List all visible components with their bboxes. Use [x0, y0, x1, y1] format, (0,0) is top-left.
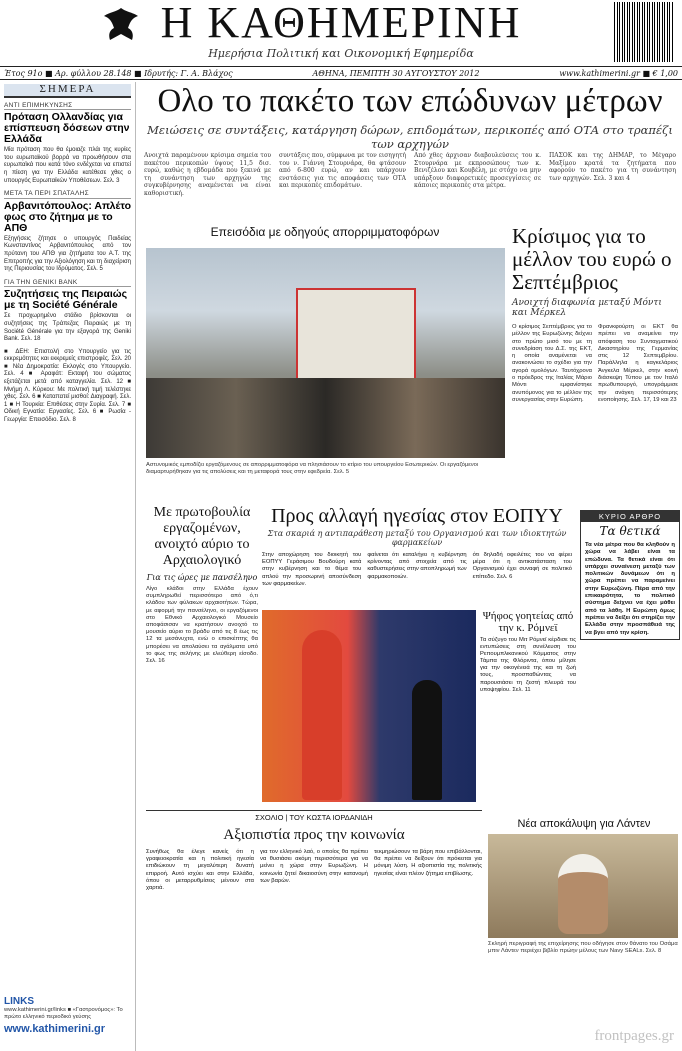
- laden-photo[interactable]: [488, 834, 678, 938]
- euro-deck: Ανοιχτή διαφωνία μεταξύ Μόντι και Μέρκελ: [512, 298, 662, 318]
- photo-headline[interactable]: Επεισόδια με οδηγούς απορριμματοφόρων: [210, 225, 440, 239]
- euro-headline[interactable]: Κρίσιμος για το μέλλον του ευρώ ο Σεπτέμβριος: [512, 224, 672, 294]
- laden-headline[interactable]: Νέα αποκάλυψη για Λάντεν: [517, 818, 651, 830]
- eopyy-col: ότι δηλαδή οφειλέτες του να φέρει μέρα ότι η αντικατάσταση του Οργανισμού έχει συναφή σε πολιτικό επίπεδο. Σελ. 6: [472, 552, 572, 580]
- sidebar-text: Εξηγήσεις ζήτησε ο υπουργός Παιδείας Κωνσταντίνος Αρβανιτόπουλος από τον πρύτανη του ΑΠΘ για ζητήματα του Α.Τ. της Επιτροπής για την Αξιολόγηση και τη διαχείριση της Περιουσίας του Ιδρύματος. Σελ. 5: [4, 235, 131, 273]
- crowd-shape: [146, 378, 505, 458]
- comment-story: [146, 810, 482, 892]
- eopyy-col: φαίνεται ότι καταλήγει η κυβέρνηση κρίνοντας από στοιχεία από τις καθυστερήσεις στην αποπληρωμή των φαρμακοποιών.: [367, 552, 467, 580]
- lead-body: [144, 152, 676, 222]
- lead-col: ΠΑΣΟΚ και της ΔΗΜΑΡ, το Μέγαρο Μαξίμου κρατά τα ζητήματα που αφορούν το πακέτο για τη συνάντηση των αρχηγών. Σελ. 3 και 4: [549, 152, 676, 182]
- sidebar-item[interactable]: [4, 349, 131, 425]
- lead-story: [140, 82, 680, 151]
- romney-story: [480, 610, 576, 694]
- romney-photo[interactable]: [262, 610, 476, 802]
- romney-text: Τα σύζυγο του Μιτ Ρόμνεϊ κέρδισε τις εντυπώσεις στη συνέλευση του Ρεπουμπλικανικού Κόμματος στην Τάμπα της Φλόριντα, όπου μίλησε για την οικογένειά της και τη ζωή τους, προσπαθώντας να παρουσιάσει τη ζεστή πλευρά του υποψηφίου. Σελ. 11: [480, 637, 576, 693]
- lead-col: Από χθες άρχισαν διαβουλεύσεις του κ. Στουρνάρα με εκπροσώπους των κ. Βενιζέλου και Κουβέλη, με στόχο να μην υπάρξουν διαφορετικές προσεγγίσεις σε κάποιες περικοπές στα μέτρα.: [414, 152, 541, 189]
- date-line: ΑΘΗΝΑ, ΠΕΜΠΤΗ 30 ΑΥΓΟΥΣΤΟΥ 2012: [312, 68, 480, 78]
- editorial-label: ΚΥΡΙΟ ΑΡΘΡΟ: [581, 511, 679, 522]
- euro-story: [512, 225, 678, 404]
- site-url-link[interactable]: www.kathimerini.gr: [4, 1023, 106, 1035]
- lead-col: συντάξεις που, σύμφωνα με τον εισηγητή του ν. Γιάννη Στουρνάρα, θα φτάσουν από 6-800 ευρώ, αν και υπάρχουν ενστάσεις για τις αποφάσεις των ΟΤΑ και περικοπές επιδομάτων.: [279, 152, 406, 189]
- newspaper-subtitle: Ημερήσια Πολιτική και Οικονομική Εφημερίδα: [208, 47, 474, 60]
- sidebar-text: Μία πρόταση που θα έμοιαζε πλάι της κυρίες του ευρωπαϊκού βορρά να προωθήσουν στα ευρωπαϊκά που κατά τόνο ενδέχεται να επιστεί η πίεση για την Ελλάδα κατέθεσε χθες ο υπουργός Ευρωπαϊκών Υποθέσεων. Σελ. 3: [4, 147, 131, 184]
- sidebar-kicker: ΑΝΤΙ ΕΠΙΜΗΚΥΝΣΗΣ: [4, 102, 131, 111]
- woman-figure-shape: [302, 630, 342, 800]
- barcode-icon: [614, 2, 674, 62]
- sidebar-header: ΣΗΜΕΡΑ: [4, 84, 131, 98]
- eopyy-col: Στην αποχώρηση του διοικητή του ΕΟΠΥΥ Γεράσιμου Βουδούρη κατά στην κυβέρνηση και το θέμα του απλού την προσωρινή αποσύνδεση των φαρμακείων.: [262, 552, 362, 587]
- archaeology-headline[interactable]: Με πρωτοβουλία εργαζομένων, ανοιχτό αύριο το Αρχαιολογικό: [153, 505, 251, 568]
- sidebar-text: Σε προχωρημένο στάδιο βρίσκονται οι συζητήσεις της Τράπεζας Πειραιώς με τη Société Générale για την εξαγορά της Geniki Bank. Σελ. 18: [4, 313, 131, 343]
- portrait-shape: [558, 854, 608, 934]
- issue-info: Έτος 91ο ■ Αρ. φύλλου 28.148 ■ Ιδρυτής: Γ. Α. Βλάχος: [4, 68, 233, 78]
- man-figure-shape: [412, 680, 442, 800]
- lead-deck: Μειώσεις σε συντάξεις, κατάργηση δώρων, επιδομάτων, περικοπές από ΟΤΑ στο τραπέζι των αρχηγών: [147, 123, 673, 151]
- sidebar-item[interactable]: [4, 279, 131, 344]
- watermark: frontpages.gr: [594, 1028, 674, 1044]
- editorial-box: [580, 510, 680, 640]
- romney-headline[interactable]: Ψήφος γοητείας από την κ. Ρόμνεϊ: [482, 610, 574, 634]
- editorial-headline[interactable]: Τα θετικά: [599, 524, 661, 538]
- sidebar-kicker: ΓΙΑ ΤΗΝ GENIKI BANK: [4, 279, 131, 288]
- newspaper-title[interactable]: Η ΚΑΘΗΜΕΡΙΝΗ: [160, 0, 522, 47]
- protest-caption: Αστυνομικός εμποδίζει εργαζόμενους σε απορριμματοφόρα να πλησιάσουν το κτίριο του υπουργείου Εσωτερικών. Οι εργαζόμενοι διαμαρτυρήθηκαν για τις απολύσεις και τη μεταφορά τους στην εφεδρεία. Σελ. 5: [146, 462, 479, 475]
- eopyy-deck: Στα σκαριά η αντιπαράθεση μεταξύ του Οργανισμού και των ιδιοκτητών φαρμακείων: [267, 529, 567, 547]
- eopyy-story: [262, 505, 572, 588]
- archaeology-story: [146, 505, 258, 665]
- euro-col: Ο κρίσιμος Σεπτέμβριος για το μέλλον της Ευρωζώνης δείχνει στο πρώτο μισό του με τη συνεδρίαση του Δ.Σ. της ΕΚΤ, η οποία αναμένεται να ανακοινώσει το σχέδιο για την αγορά ομολόγων. Ταυτόχρονα ο πρόεδρος της Ιταλίας Μάριο Μόντι εμφανίστηκε ανυπόμονος για το μέλλον της συνεργασίας στην Ευρώπη.: [512, 324, 592, 403]
- sidebar-headline[interactable]: Αρβανιτόπουλος: Απλέτο φως στο ζήτημα με το ΑΠΘ: [4, 199, 132, 234]
- links-label: LINKS: [4, 996, 34, 1007]
- comment-headline[interactable]: Αξιοπιστία προς την κοινωνία: [223, 827, 405, 843]
- masthead: [0, 0, 682, 66]
- comment-col: τεκμηριώσουν τα βάρη που επιβάλλονται, θα πρέπει να δείξουν ότι πρόκειται για μόνιμη λύση. Η αξιοπιστία της πολιτικής ηγεσίας είναι πλέον ζήτημα επιβίωσης.: [374, 849, 482, 877]
- lead-col: Ανοιχτά παραμένουν κρίσιμα σημεία του πακέτου περικοπών ύψους 11,5 δισ. ευρώ, καθώς η εβδομάδα που ξεκινά με τη συνάντηση των αρχηγών της συγκυβέρνησης αναμένεται να είναι καθοριστική.: [144, 152, 271, 197]
- protest-photo[interactable]: [146, 248, 505, 458]
- laden-caption: Σκληρή περιγραφή της επιχείρησης που οδήγησε στον θάνατο του Οσάμα μπιν Λάντεν περιέχει βιβλίο πρώην μέλους των Navy SEALs. Σελ. 8: [488, 941, 678, 954]
- comment-label: ΣΧΟΛΙΟ | ΤΟΥ ΚΩΣΤΑ ΙΟΡΔΑΝΙΔΗ: [255, 813, 373, 822]
- sidebar-kicker: ΜΕΤΑ ΤΑ ΠΕΡΙ ΣΠΑΤΑΛΗΣ: [4, 190, 131, 199]
- euro-col: Φρανκφούρτη οι ΕΚΤ θα πρέπει να αναμείνει την απόφαση του Συνταγματικού Δικαστηρίου της Γερμανίας στις 12 Σεπτεμβρίου. Παράλληλα η καγκελάριος Άνγκελα Μέρκελ, στην κοινή διάσκεψη Τύπου με τον Ιταλό πρωθυπουργό, υπογράμμισε την ανάγκη περισσότερης ενοποίησης. Σελ. 17, 19 και 23: [598, 324, 678, 403]
- comment-col: Συνήθως θα έλεγε κανείς ότι η γραφειοκρατία και η πολιτική ηγεσία επιδιώκουν τη μεγαλύτερη δυνατή επιρροή. Αυτό ισχύει και στην Ελλάδα, όπου οι μεταρρυθμίσεις μένουν στα χαρτιά.: [146, 849, 254, 892]
- laden-story: [488, 818, 680, 955]
- sidebar-item[interactable]: [4, 102, 131, 186]
- lead-headline[interactable]: Ολο το πακέτο των επώδυνων μέτρων: [157, 83, 663, 119]
- archaeology-text: Λίγο κλάδοι στην Ελλάδα έχουν συμπληρωθεί περισσότερο από ό,τι κλάδου των φύλακων αρχαιοτήτων. Τώρα, με αφορμή την πανσέληνο, οι εργαζόμενοι στο Εθνικό Αρχαιολογικό Μουσείο αποφάσισαν να κρατήσουν ανοιχτό το μουσείο αύριο το βράδυ από τις 8 έως τις 12 τα μεσάνυχτα, ενώ ο επισκέπτης θα μπορέσει να απολαύσει τα αγάλματα υπό το φως της σελήνης με ελεύθερη είσοδο. Σελ. 16: [146, 586, 258, 665]
- sidebar-item[interactable]: [4, 190, 131, 274]
- eopyy-headline[interactable]: Προς αλλαγή ηγεσίας στον ΕΟΠΥΥ: [271, 505, 563, 527]
- archaeology-deck: Για τις ώρες με πανσέληνο: [146, 573, 258, 582]
- sidebar-headline[interactable]: Πρόταση Ολλανδίας για επίσπευση δόσεων στην Ελλάδα: [4, 111, 130, 146]
- sidebar: [0, 82, 136, 1051]
- links-box: [4, 996, 134, 1035]
- links-text[interactable]: www.kathimerini.gr/links ■ «Γαστρονόμος»: Το πρώτο ελληνικό περιοδικό γεύσης: [4, 1007, 123, 1020]
- info-bar: [0, 66, 682, 80]
- site-price[interactable]: www.kathimerini.gr ■ € 1,00: [559, 68, 678, 78]
- sidebar-headline[interactable]: Συζητήσεις της Πειραιώς με τη Société Générale: [4, 288, 128, 312]
- editorial-text: Τα νέα μέτρα που θα κληθούν η χώρα να λάβει είναι τα επώδυνα. Τα θετικά είναι ότι υπάρχει συναίνεση μεταξύ των πολιτικών δυνάμεων ότι η χώρα πρέπει να παραμείνει στην Ευρωζώνη. Πέρα από την επικαιρότητα, το πολιτικό σύστημα δείχνει να έχει μάθει από τα λάθη. Η Ευρώπη όμως πρέπει να δείξει ότι στηρίζει την Ελλάδα στην προσπάθειά της να βγει από την κρίση.: [585, 542, 675, 636]
- sidebar-briefs: ■ ΔΕΗ: Επιστολή στο Υπουργείο για τις εκκρεμότητες και εκκρεμείς επιστροφές. Σελ. 20 ■ Νέα Δημοκρατία: Εκλογές στο Υπουργείο. Σελ. 4 ■ Αραφάτ: Εκταφή του σώματος εξετάζεται μετά από καταγγελία. Σελ. 12 ■ Μνήμη Λ. Κύρκου: Με πολιτική τιμή τελέστηκε χθες. Σελ. 6 ■ Καταπατεί μισθοί: Διαγραφή. Σελ. 1 ■ Η Τουρκία: Επιθέσεις στην Συρία. Σελ. 7 ■ Οδική Εγνατία: Εργασίες. Σελ. 6 ■ Ρωσία - Γεωργία: Επεισόδιο. Σελ. 8: [4, 348, 131, 424]
- comment-col: για τον ελληνικό λαό, ο οποίος θα πρέπει να θυσιάσει ακόμη περισσότερα για να μείνει η χώρα στην Ευρωζώνη. Η κοινωνία ζητεί δικαιοσύνη στην κατανομή των βαρών.: [260, 849, 368, 884]
